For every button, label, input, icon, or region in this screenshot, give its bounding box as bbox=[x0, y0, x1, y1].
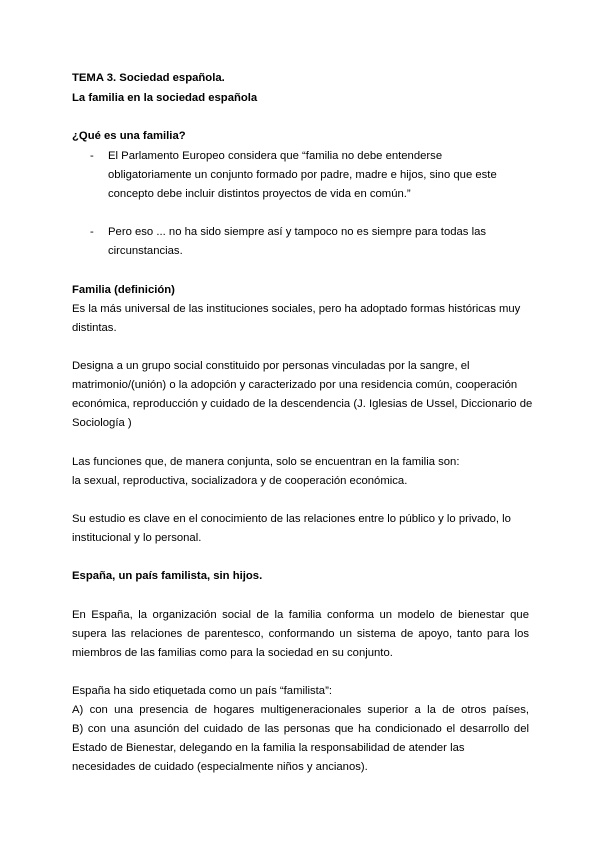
bullet-1-line-3: concepto debe incluir distintos proyectos de vida en común.” bbox=[108, 188, 411, 200]
paragraph-line: necesidades de cuidado (especialmente niños y ancianos). bbox=[72, 761, 368, 773]
paragraph-line: institucional y lo personal. bbox=[72, 532, 202, 544]
bullet-2-line-2: circunstancias. bbox=[108, 245, 183, 257]
list-item-a: A) con una presencia de hogares multigeneracionales superior a la de otros países, bbox=[72, 704, 529, 716]
document-title: TEMA 3. Sociedad española. bbox=[72, 72, 225, 84]
bullet-1-line-1: El Parlamento Europeo considera que “familia no debe entenderse bbox=[108, 150, 443, 162]
section-heading-family-definition: Familia (definición) bbox=[72, 284, 175, 296]
paragraph-line: miembros de las familias como para la sociedad en su conjunto. bbox=[72, 647, 393, 659]
paragraph-line: España ha sido etiquetada como un país “familista”: bbox=[72, 685, 332, 697]
paragraph-line: económica, reproducción y cuidado de la descendencia (J. Iglesias de Ussel, Diccionario de bbox=[72, 398, 533, 410]
paragraph-line: la sexual, reproductiva, socializadora y de cooperación económica. bbox=[72, 475, 408, 487]
paragraph-line: Las funciones que, de manera conjunta, solo se encuentran en la familia son: bbox=[72, 456, 460, 468]
paragraph-line: matrimonio/(unión) o la adopción y caracterizado por una residencia común, cooperación bbox=[72, 379, 518, 391]
list-item-b: B) con una asunción del cuidado de las personas que ha condicionado el desarrollo del bbox=[72, 723, 529, 735]
bullet-2-line-1: Pero eso ... no ha sido siempre así y tampoco no es siempre para todas las bbox=[108, 226, 487, 238]
section-heading-what-is-family: ¿Qué es una familia? bbox=[72, 130, 186, 142]
paragraph-line: Designa a un grupo social constituido por personas vinculadas por la sangre, el bbox=[72, 360, 470, 372]
bullet-marker: - bbox=[90, 226, 94, 238]
document-subtitle: La familia en la sociedad española bbox=[72, 92, 258, 104]
bullet-marker: - bbox=[90, 150, 94, 162]
paragraph-line: Su estudio es clave en el conocimiento de las relaciones entre lo público y lo privado, lo bbox=[72, 513, 511, 525]
paragraph-line: Es la más universal de las instituciones sociales, pero ha adoptado formas históricas muy bbox=[72, 303, 521, 315]
section-heading-spain-familist: España, un país familista, sin hijos. bbox=[72, 570, 263, 582]
paragraph-line: distintas. bbox=[72, 322, 117, 334]
paragraph-line: En España, la organización social de la familia conforma un modelo de bienestar que bbox=[72, 609, 529, 621]
paragraph-line: Estado de Bienestar, delegando en la familia la responsabilidad de atender las bbox=[72, 742, 465, 754]
paragraph-line: Sociología ) bbox=[72, 417, 132, 429]
paragraph-line: supera las relaciones de parentesco, conformando un sistema de apoyo, tanto para los bbox=[72, 628, 529, 640]
bullet-1-line-2: obligatoriamente un conjunto formado por padre, madre e hijos, sino que este bbox=[108, 169, 497, 181]
